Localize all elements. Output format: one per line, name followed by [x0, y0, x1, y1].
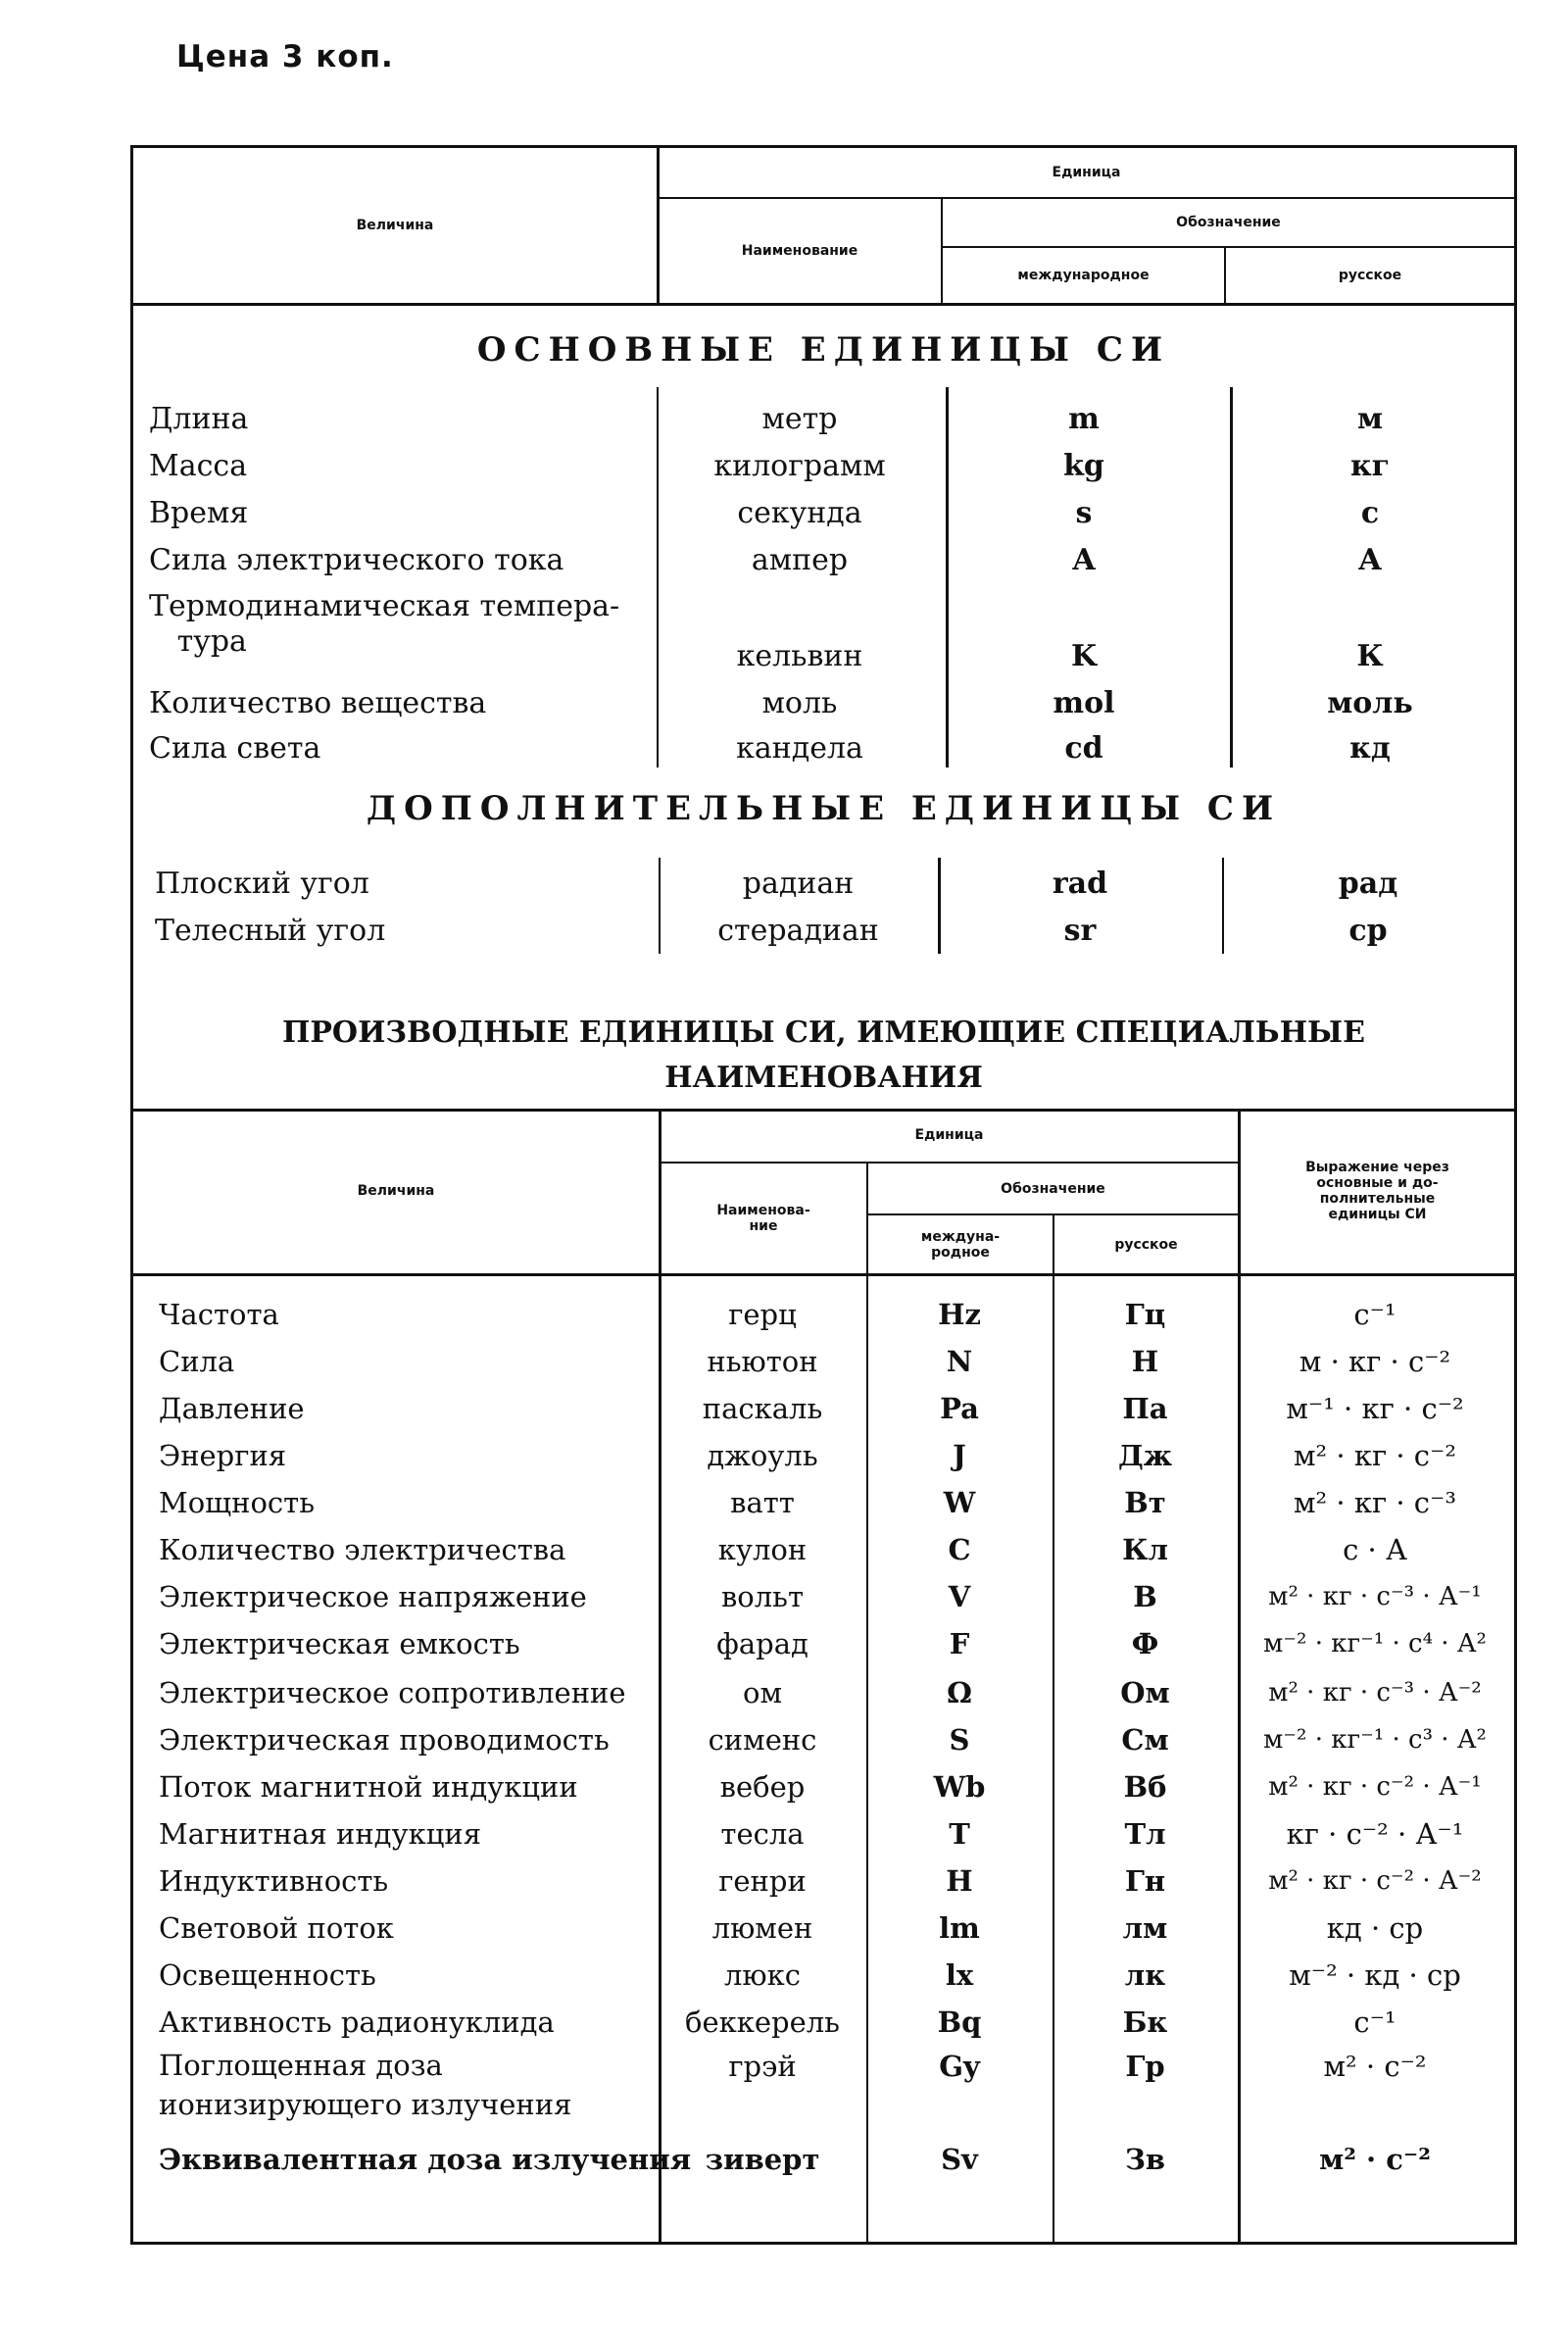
rus-symbol-cell: Па — [1122, 1392, 1168, 1425]
quantity-cell: Электрическая емкость — [159, 1627, 520, 1660]
table-row — [133, 1857, 1514, 1905]
expression-cell: м² · кг · с⁻³ · А⁻² — [1268, 1678, 1482, 1708]
quantity-cell: Магнитная индукция — [159, 1817, 481, 1851]
section-title-derived-line2: НАИМЕНОВАНИЯ — [664, 1061, 983, 1095]
expression-cell: м⁻² · кг⁻¹ · с⁴ · А² — [1263, 1629, 1487, 1659]
name-cell: вольт — [720, 1580, 805, 1613]
quantity-cell: Мощность — [159, 1486, 315, 1519]
intl-symbol-cell: Ω — [947, 1676, 972, 1709]
rus-symbol-cell: с — [1360, 495, 1380, 530]
quantity-cell: Частота — [159, 1298, 279, 1331]
table-row — [133, 1573, 1514, 1620]
intl-symbol-cell: Pa — [940, 1392, 979, 1425]
name-cell: килограмм — [713, 448, 886, 483]
name-cell: джоуль — [707, 1439, 818, 1472]
header-russian: русское — [1338, 268, 1402, 283]
quantity-cell: Световой поток — [159, 1911, 394, 1945]
expression-cell: м² · с⁻² — [1319, 2143, 1431, 2176]
name-cell: кельвин — [736, 639, 863, 673]
rus-symbol-cell: Вб — [1123, 1770, 1167, 1804]
quantity-cell: Эквивалентная доза излучения — [159, 2143, 692, 2176]
rus-symbol-cell: Вт — [1124, 1486, 1166, 1519]
rus-symbol-cell: К — [1356, 639, 1384, 673]
name-cell: ом — [742, 1676, 783, 1709]
header-symbol: Обозначение — [1176, 215, 1281, 230]
name-cell: метр — [761, 401, 838, 436]
intl-symbol-cell: F — [949, 1627, 970, 1660]
name-cell: ампер — [751, 542, 849, 577]
name-cell: люкс — [723, 1958, 802, 1992]
intl-symbol-cell: V — [948, 1580, 971, 1613]
header-international: междуна- родное — [920, 1228, 1001, 1261]
rus-symbol-cell: кг — [1349, 448, 1391, 483]
table-row — [133, 860, 1514, 907]
quantity-cell: Сила электрического тока — [149, 542, 564, 577]
section-title-supplementary: ДОПОЛНИТЕЛЬНЫЕ ЕДИНИЦЫ СИ — [366, 789, 1282, 828]
quantity-cell: Масса — [149, 448, 248, 483]
quantity-cell: Электрическое сопротивление — [159, 1676, 626, 1709]
intl-symbol-cell: S — [949, 1723, 970, 1757]
intl-symbol-cell: W — [943, 1486, 976, 1519]
expression-cell: кг · с⁻² · А⁻¹ — [1286, 1817, 1464, 1851]
intl-symbol-cell: Wb — [933, 1770, 986, 1804]
header-russian: русское — [1114, 1236, 1178, 1253]
name-cell: сименс — [708, 1723, 817, 1757]
name-cell: грэй — [728, 2050, 797, 2083]
name-cell: ньютон — [707, 1345, 818, 1378]
name-cell: секунда — [737, 495, 862, 530]
name-cell: стерадиан — [717, 913, 879, 948]
name-cell: герц — [728, 1298, 797, 1331]
table-row — [133, 724, 1514, 771]
quantity-cell: Энергия — [159, 1439, 287, 1472]
name-cell: зиверт — [705, 2143, 820, 2176]
table-row — [133, 1620, 1514, 1667]
rus-symbol-cell: Н — [1131, 1345, 1159, 1378]
header-quantity: Величина — [357, 1183, 435, 1199]
name-cell: люмен — [711, 1911, 813, 1945]
intl-symbol-cell: J — [953, 1439, 966, 1472]
rus-symbol-cell: Тл — [1124, 1817, 1166, 1851]
rus-symbol-cell: кд — [1349, 730, 1391, 766]
expression-cell: м⁻² · кд · ср — [1289, 1958, 1461, 1992]
header-name: Наименование — [741, 243, 858, 259]
intl-symbol-cell: kg — [1063, 448, 1104, 483]
intl-symbol-cell: s — [1075, 495, 1093, 530]
quantity-cell: Длина — [149, 401, 249, 436]
table-row — [133, 907, 1514, 954]
rus-symbol-cell: А — [1357, 542, 1383, 577]
table-row — [133, 536, 1514, 583]
table-row — [133, 1810, 1514, 1857]
intl-symbol-cell: H — [946, 1864, 973, 1898]
expression-cell: м² · кг · с⁻³ · А⁻¹ — [1268, 1582, 1482, 1611]
intl-symbol-cell: cd — [1064, 730, 1103, 766]
table-row — [133, 1291, 1514, 1338]
rus-symbol-cell: Дж — [1117, 1439, 1173, 1472]
rus-symbol-cell: моль — [1327, 685, 1413, 720]
intl-symbol-cell: Hz — [938, 1298, 981, 1331]
expression-cell: м² · кг · с⁻² · А⁻² — [1268, 1866, 1482, 1896]
header-symbol: Обозначение — [1001, 1180, 1105, 1197]
expression-cell: м⁻¹ · кг · с⁻² — [1286, 1392, 1464, 1425]
quantity-cell: Давление — [159, 1392, 305, 1425]
intl-symbol-cell: mol — [1053, 685, 1115, 720]
table-row — [133, 1479, 1514, 1526]
name-cell: кандела — [736, 730, 863, 766]
name-cell: беккерель — [685, 2005, 840, 2039]
quantity-cell: Электрическое напряжение — [159, 1580, 587, 1613]
quantity-cell: Количество вещества — [149, 685, 487, 720]
name-cell: кулон — [717, 1533, 808, 1566]
price-label: Цена 3 коп. — [176, 39, 394, 74]
rus-symbol-cell: ср — [1348, 913, 1388, 948]
rus-symbol-cell: Ф — [1131, 1627, 1159, 1660]
table-row — [133, 1432, 1514, 1479]
intl-symbol-cell: A — [1072, 542, 1096, 577]
rus-symbol-cell: Зв — [1124, 2143, 1166, 2176]
intl-symbol-cell: lx — [945, 1958, 974, 1992]
table-row — [133, 1526, 1514, 1573]
expression-cell: с⁻¹ — [1353, 1298, 1396, 1331]
name-cell: вебер — [719, 1770, 806, 1804]
table-row — [133, 2046, 1514, 2130]
table-row — [133, 1952, 1514, 1999]
quantity-cell: Время — [149, 495, 249, 530]
rus-symbol-cell: м — [1356, 401, 1384, 436]
intl-symbol-cell: Bq — [937, 2005, 982, 2039]
name-cell: тесла — [720, 1817, 805, 1851]
table-row — [133, 442, 1514, 489]
rus-symbol-cell: Бк — [1122, 2005, 1168, 2039]
expression-cell: с⁻¹ — [1353, 2005, 1396, 2039]
divider — [133, 303, 1514, 306]
rus-symbol-cell: рад — [1338, 866, 1398, 901]
header-unit: Единица — [1052, 165, 1121, 180]
rus-symbol-cell: лк — [1124, 1958, 1166, 1992]
intl-symbol-cell: sr — [1063, 913, 1097, 948]
name-cell: ватт — [730, 1486, 795, 1519]
quantity-cell: Телесный угол — [155, 913, 386, 948]
table-row — [133, 1669, 1514, 1716]
table-row — [133, 585, 1514, 679]
rus-symbol-cell: Гр — [1125, 2050, 1165, 2083]
intl-symbol-cell: Sv — [941, 2143, 978, 2176]
table-row — [133, 395, 1514, 442]
intl-symbol-cell: K — [1070, 639, 1098, 673]
expression-cell: с · А — [1343, 1533, 1407, 1566]
table-row — [133, 2136, 1514, 2183]
quantity-cell: Электрическая проводимость — [159, 1723, 610, 1757]
si-units-table — [130, 145, 1517, 2245]
quantity-cell: Индуктивность — [159, 1864, 389, 1898]
expression-cell: м⁻² · кг⁻¹ · с³ · А² — [1263, 1725, 1487, 1755]
intl-symbol-cell: T — [949, 1817, 970, 1851]
rus-symbol-cell: Ом — [1120, 1676, 1170, 1709]
divider — [133, 1273, 1514, 1276]
intl-symbol-cell: C — [948, 1533, 971, 1566]
table-row — [133, 1905, 1514, 1952]
table-row — [133, 1385, 1514, 1432]
quantity-cell: Активность радионуклида — [159, 2005, 555, 2039]
header-name: Наименова- ние — [716, 1203, 810, 1234]
rus-symbol-cell: В — [1133, 1580, 1157, 1613]
quantity-cell: Сила света — [149, 730, 321, 766]
quantity-cell: Освещенность — [159, 1958, 376, 1992]
section-title-derived-line1: ПРОИЗВОДНЫЕ ЕДИНИЦЫ СИ, ИМЕЮЩИЕ СПЕЦИАЛЬНЫЕ — [282, 1015, 1365, 1050]
intl-symbol-cell: Gy — [939, 2050, 980, 2083]
table-row — [133, 489, 1514, 536]
expression-cell: м² · с⁻² — [1323, 2050, 1427, 2083]
quantity-cell: Поток магнитной индукции — [159, 1770, 578, 1804]
name-cell: моль — [761, 685, 838, 720]
quantity-cell: Поглощенная доза ионизирующего излучения — [159, 2049, 572, 2121]
name-cell: фарад — [716, 1627, 808, 1660]
quantity-cell: Сила — [159, 1345, 235, 1378]
header-unit: Единица — [914, 1127, 984, 1143]
name-cell: паскаль — [702, 1392, 823, 1425]
table-row — [133, 1763, 1514, 1810]
rus-symbol-cell: См — [1121, 1723, 1169, 1757]
header-expression: Выражение через основные и до- полнительные единицы СИ — [1305, 1160, 1449, 1222]
name-cell: генри — [718, 1864, 807, 1898]
expression-cell: м · кг · с⁻² — [1298, 1345, 1451, 1378]
intl-symbol-cell: rad — [1052, 866, 1108, 901]
name-cell: радиан — [742, 866, 855, 901]
header-quantity: Величина — [356, 218, 434, 233]
intl-symbol-cell: m — [1068, 401, 1100, 436]
expression-cell: м² · кг · с⁻² · А⁻¹ — [1268, 1772, 1482, 1802]
intl-symbol-cell: lm — [939, 1911, 980, 1945]
quantity-cell: Термодинамическая темпера- тура — [149, 589, 620, 659]
quantity-cell: Плоский угол — [155, 866, 369, 901]
rus-symbol-cell: Гн — [1124, 1864, 1166, 1898]
table-row — [133, 1716, 1514, 1763]
table-row — [133, 1338, 1514, 1385]
quantity-cell: Количество электричества — [159, 1533, 566, 1566]
expression-cell: м² · кг · с⁻³ — [1294, 1486, 1456, 1519]
intl-symbol-cell: N — [946, 1345, 973, 1378]
rus-symbol-cell: лм — [1122, 1911, 1168, 1945]
table-row — [133, 679, 1514, 726]
expression-cell: кд · ср — [1326, 1911, 1424, 1945]
expression-cell: м² · кг · с⁻² — [1294, 1439, 1456, 1472]
table-row — [133, 1999, 1514, 2046]
rus-symbol-cell: Гц — [1124, 1298, 1166, 1331]
header-international: международное — [1017, 268, 1150, 283]
rus-symbol-cell: Кл — [1122, 1533, 1168, 1566]
section-title-base: ОСНОВНЫЕ ЕДИНИЦЫ СИ — [476, 330, 1171, 370]
